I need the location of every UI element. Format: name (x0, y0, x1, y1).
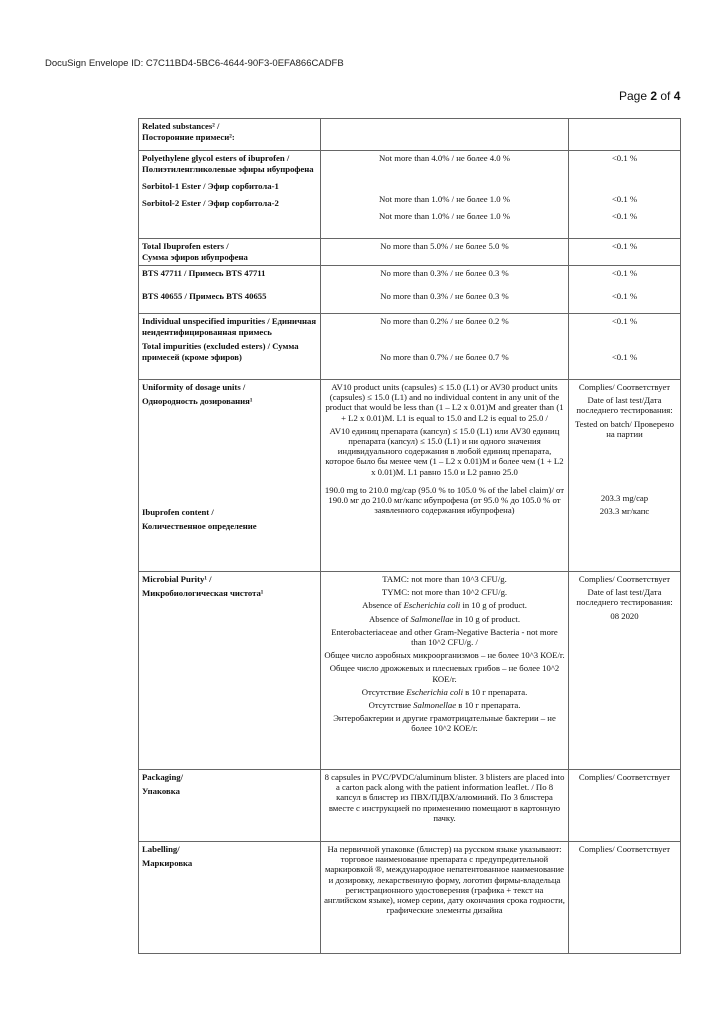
table-row-total-esters (139, 239, 681, 266)
packaging-name-en: Packaging/ (142, 772, 184, 782)
tamc-limit: TAMC: not more than 10^3 CFU/g. (382, 574, 507, 584)
total-esters-name (139, 239, 321, 266)
ru-ecoli-post: в 10 г препарата. (463, 686, 528, 697)
labelling-name-en: Labelling/ (142, 844, 180, 854)
salm-pre: Absence of (368, 613, 411, 624)
labelling-result: Complies/ Соответствует (569, 842, 681, 954)
ru-yeast-limit: Общее число дрожжевых и плесневых грибов – не более 10^2 КОЕ/г. (329, 663, 560, 684)
impurities-limits (321, 314, 569, 380)
total-impurities-name: Total impurities (excluded esters) / Сумма примесей (кроме эфиров) (142, 341, 299, 362)
content-result-en: 203.3 mg/cap (600, 493, 649, 504)
peg-esters-limit: Not more than 4.0% / не более 4.0 % (378, 153, 511, 163)
microbial-result-complies: Complies/ Соответствует (578, 574, 671, 584)
total-esters-limit: No more than 5.0% / не более 5.0 % (321, 239, 569, 266)
uniformity-limit-en: AV10 product units (capsules) ≤ 15.0 (L1) or AV30 product units (capsules) ≤ 15.0 (L1) and no individual content in any unit of the product that would be less than (1 – L2 x 0.01)M and greater than (1 + L2 x 0.01)M. L1 is equal to 15.0 and L2 is equal to 25.0 / (325, 382, 564, 423)
ru-salmonellae-limit (324, 700, 565, 710)
total-impurities-result: <0.1 % (611, 352, 638, 362)
ecoli-pre: Absence of (362, 600, 404, 611)
related-substances-name (139, 119, 321, 151)
uniformity-limit-ru: AV10 единиц препарата (капсул) ≤ 15.0 (L1) или AV30 единиц препарата (капсул) ≤ 15.0 (L1) и ни одного значения индивидуального содержания в любой единиц препарата, которое было бы менее чем (1 – L2 x 0.01)M и более чем (1 + L2 x 0.01)M. L1 равно 15.0 и L2 равно 25.0 (325, 425, 564, 477)
uniformity-content-limits (321, 380, 569, 572)
page-current: 2 (650, 89, 658, 103)
individual-impurities-result: <0.1 % (611, 316, 638, 326)
packaging-limit: 8 capsules in PVC/PVDC/aluminum blister. 3 blisters are placed into a carton pack along with the patient information leaflet. / По 8 капсул в блистер из ПВХ/ПДВХ/алюминий. По 3 блистера вместе с инструкцией по применению помещают в картонную пачку. (321, 770, 569, 842)
total-esters-name-ru: Сумма эфиров ибупрофена (142, 252, 248, 262)
bts-47711-result: <0.1 % (611, 268, 638, 278)
packaging-name-ru: Упаковка (142, 786, 180, 796)
related-name-ru: Посторонние примеси²: (142, 132, 235, 142)
individual-impurities-name: Individual unspecified impurities / Единичная неидентифицированная примесь (142, 316, 317, 337)
labelling-name (139, 842, 321, 954)
table-row-labelling (139, 842, 681, 954)
packaging-name (139, 770, 321, 842)
page-total: 4 (673, 89, 681, 103)
ru-ecoli-italic: Escherichia coli (406, 686, 463, 697)
content-result-ru: 203.3 мг/капс (599, 506, 650, 517)
packaging-result: Complies/ Соответствует (569, 770, 681, 842)
sorbitol-2-result: <0.1 % (611, 211, 638, 221)
ru-aerobic-limit: Общее число аэробных микроорганизмов – не более 10^3 КОЕ/г. (324, 650, 565, 661)
uniformity-name-en: Uniformity of dosage units / (142, 382, 246, 392)
total-impurities-limit: No more than 0.7% / не более 0.7 % (380, 352, 509, 362)
content-name-ru: Количественное определение (142, 521, 257, 531)
ester-group-names (139, 151, 321, 239)
ecoli-limit (324, 600, 565, 610)
table-row-related-substances (139, 119, 681, 151)
microbial-result-period: 08 2020 (610, 610, 639, 621)
table-row-ester-group (139, 151, 681, 239)
table-row-packaging (139, 770, 681, 842)
peg-esters-result: <0.1 % (611, 153, 638, 163)
salm-italic: Salmonellae (410, 613, 454, 624)
ecoli-italic: Escherichia coli (403, 600, 461, 611)
uniformity-content-names (139, 380, 321, 572)
content-name-en: Ibuprofen content / (142, 507, 214, 517)
bts-40655-result: <0.1 % (611, 291, 638, 301)
impurities-names (139, 314, 321, 380)
bts-40655-limit: No more than 0.3% / не более 0.3 % (380, 291, 509, 301)
labelling-name-ru: Маркировка (142, 858, 193, 868)
total-esters-name-en: Total Ibuprofen esters / (142, 241, 229, 251)
impurities-results (569, 314, 681, 380)
peg-esters-name: Polyethylene glycol esters of ibuprofen / Полиэтиленгликолевые эфиры ибупрофена (142, 153, 314, 174)
salm-post: in 10 g of product. (453, 613, 521, 624)
bts-47711-limit: No more than 0.3% / не более 0.3 % (380, 268, 509, 278)
ru-salm-pre: Отсутствие (368, 700, 414, 711)
table-row-uniformity-content (139, 380, 681, 572)
microbial-results (569, 572, 681, 770)
sorbitol-1-limit: Not more than 1.0% / не более 1.0 % (378, 194, 511, 204)
bts-40655-name: BTS 40655 / Примесь BTS 40655 (142, 291, 267, 301)
ru-salm-post: в 10 г препарата. (456, 700, 521, 711)
docusign-envelope-id: DocuSign Envelope ID: C7C11BD4-5BC6-4644-90F3-0EFA866CADFB (45, 58, 344, 69)
bts-47711-name: BTS 47711 / Примесь BTS 47711 (142, 268, 266, 278)
microbial-name-ru: Микробиологическая чистота¹ (142, 588, 264, 598)
table-row-individual-impurities (139, 314, 681, 380)
uniformity-name-ru: Однородность дозирования¹ (142, 396, 253, 406)
ester-group-results (569, 151, 681, 239)
page-prefix: Page (619, 89, 651, 103)
uniformity-result-complies: Complies/ Соответствует (578, 382, 671, 392)
uniformity-result-date: Date of last test/Дата последнего тестирования: (576, 395, 673, 416)
sorbitol-2-name: Sorbitol-2 Ester / Эфир сорбитола-2 (142, 198, 279, 208)
ru-enterobacteria-limit: Энтеробактерии и другие грамотрицательные бактерии – не более 10^2 КОЕ/г. (333, 713, 556, 734)
total-esters-result: <0.1 % (569, 239, 681, 266)
microbial-limits (321, 572, 569, 770)
tymc-limit: TYMC: not more than 10^2 CFU/g. (381, 587, 508, 598)
table-row-microbial (139, 572, 681, 770)
microbial-name-en: Microbial Purity¹ / (142, 574, 212, 584)
ecoli-post: in 10 g of product. (460, 600, 527, 611)
ru-ecoli-pre: Отсутствие (361, 686, 407, 697)
uniformity-result-tested: Tested on batch/ Проверено на партии (574, 418, 675, 439)
individual-impurities-limit: No more than 0.2% / не более 0.2 % (380, 316, 509, 326)
bts-limits (321, 266, 569, 314)
microbial-name (139, 572, 321, 770)
ester-group-limits (321, 151, 569, 239)
bts-results (569, 266, 681, 314)
related-result-cell (569, 119, 681, 151)
specification-table (138, 118, 681, 954)
page-mid: of (657, 89, 674, 103)
enterobacteria-limit: Enterobacteriaceae and other Gram-Negative Bacteria - not more than 10^2 CFU/g. / (331, 626, 558, 648)
page-number (619, 89, 680, 103)
sorbitol-1-result: <0.1 % (611, 194, 638, 204)
sorbitol-1-name: Sorbitol-1 Ester / Эфир сорбитола-1 (142, 181, 279, 191)
bts-names (139, 266, 321, 314)
salmonellae-limit (324, 614, 565, 624)
related-limit-cell (321, 119, 569, 151)
ru-ecoli-limit (324, 687, 565, 697)
related-name-en: Related substances² / (142, 121, 220, 131)
uniformity-content-results (569, 380, 681, 572)
ru-salm-italic: Salmonellae (413, 700, 457, 711)
sorbitol-2-limit: Not more than 1.0% / не более 1.0 % (378, 211, 511, 221)
labelling-limit: На первичной упаковке (блистер) на русском языке указывают: торговое наименование препарата с предупредительной маркировкой ®, международное непатентованное наименование и дозировку, лекарственную форму, логотип фирмы-владельца регистрационного удостоверения (графика + текст на английском языке), номер серии, дату окончания срока годности, графические элементы дизайна (321, 842, 569, 954)
microbial-result-date: Date of last test/Дата последнего тестирования: (576, 587, 673, 608)
content-limit: 190.0 mg to 210.0 mg/cap (95.0 % to 105.0 % of the label claim)/ от 190.0 мг до 210.0 мг/капс ибупрофена (от 95.0 % до 105.0 % от заявленного содержания ибупрофена) (324, 484, 565, 516)
table-row-bts (139, 266, 681, 314)
